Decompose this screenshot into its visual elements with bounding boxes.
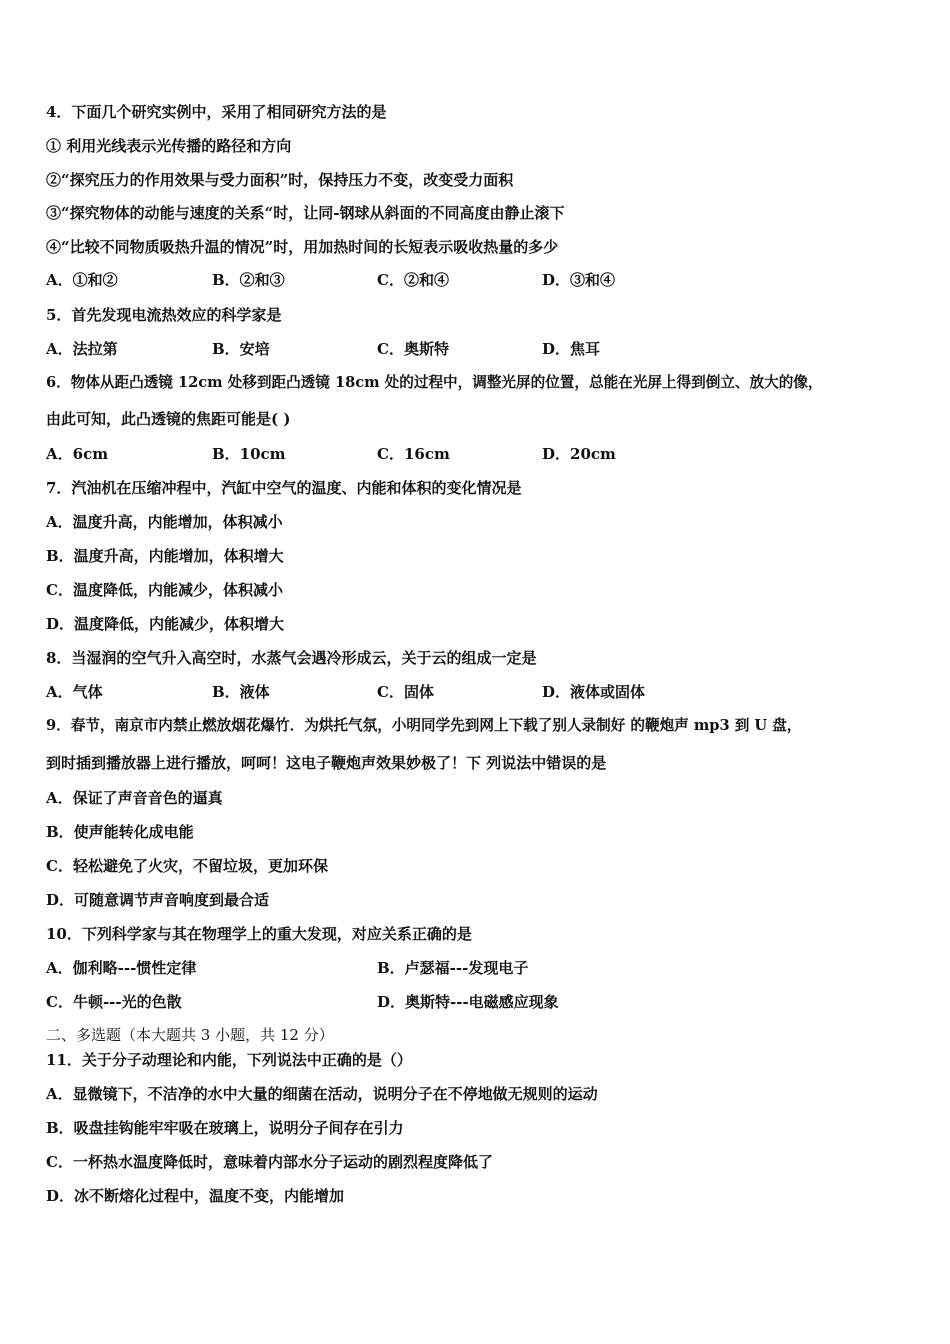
q9-option-c: C．轻松避免了火灾，不留垃圾，更加环保 (46, 857, 328, 875)
q4-item-1: ① 利用光线表示光传播的路径和方向 (46, 137, 292, 155)
q5-option-c: C．奥斯特 (377, 340, 449, 358)
section-heading-multiple-choice: 二、多选题（本大题共 3 小题，共 12 分） (46, 1026, 334, 1044)
q9-option-d: D．可随意调节声音响度到最合适 (46, 891, 270, 909)
q11-option-a: A．显微镜下，不洁净的水中大量的细菌在活动，说明分子在不停地做无规则的运动 (46, 1085, 598, 1103)
q11-option-b: B．吸盘挂钩能牢牢吸在玻璃上，说明分子间存在引力 (46, 1119, 404, 1137)
q9-option-b: B．使声能转化成电能 (46, 823, 194, 841)
q6-stem-line-1: 6．物体从距凸透镜 12cm 处移到距凸透镜 18cm 处的过程中，调整光屏的位置，总能在光屏上得到倒立、放大的像， (46, 374, 823, 391)
q5-stem: 5．首先发现电流热效应的科学家是 (46, 306, 282, 324)
q4-item-2: ②“探究压力的作用效果与受力面积”时，保持压力不变，改变受力面积 (46, 171, 514, 189)
q11-option-d: D．冰不断熔化过程中，温度不变，内能增加 (46, 1187, 345, 1205)
q6-option-c: C．16cm (377, 445, 450, 463)
q7-option-d: D．温度降低，内能减少，体积增大 (46, 615, 285, 633)
q9-stem-line-1: 9．春节，南京市内禁止燃放烟花爆竹．为烘托气氛，小明同学先到网上下载了别人录制好 的鞭炮声 mp3 到 U 盘， (46, 717, 802, 734)
q9-stem-line-2: 到时插到播放器上进行播放，呵呵！这电子鞭炮声效果妙极了！下 列说法中错误的是 (46, 754, 607, 772)
q6-option-d: D．20cm (542, 445, 616, 463)
q11-stem: 11．关于分子动理论和内能，下列说法中正确的是（） (46, 1051, 412, 1069)
q11-option-c: C．一杯热水温度降低时，意味着内部水分子运动的剧烈程度降低了 (46, 1153, 493, 1171)
q4-item-3: ③“探究物体的动能与速度的关系“时，让同-钢球从斜面的不同高度由静止滚下 (46, 204, 565, 222)
q8-option-b: B．液体 (212, 683, 270, 701)
q6-option-b: B．10cm (212, 445, 286, 463)
q8-option-c: C．固体 (377, 683, 434, 701)
q10-option-c: C．牛顿---光的色散 (46, 993, 182, 1011)
q8-option-d: D．液体或固体 (542, 683, 646, 701)
q7-option-c: C．温度降低，内能减少，体积减小 (46, 581, 283, 599)
q4-option-a: A．①和② (46, 271, 118, 289)
q4-item-4: ④“比较不同物质吸热升温的情况”时，用加热时间的长短表示吸收热量的多少 (46, 238, 559, 256)
q4-stem: 4．下面几个研究实例中，采用了相同研究方法的是 (46, 103, 387, 121)
q7-option-b: B．温度升高，内能增加，体积增大 (46, 547, 284, 565)
q4-option-b: B．②和③ (212, 271, 285, 289)
q10-option-a: A．伽利略---惯性定律 (46, 959, 197, 977)
q4-option-d: D．③和④ (542, 271, 616, 289)
q7-stem: 7．汽油机在压缩冲程中，汽缸中空气的温度、内能和体积的变化情况是 (46, 479, 522, 497)
q5-option-a: A．法拉第 (46, 340, 118, 358)
q8-option-a: A．气体 (46, 683, 103, 701)
q10-option-b: B．卢瑟福---发现电子 (377, 959, 529, 977)
q10-stem: 10．下列科学家与其在物理学上的重大发现，对应关系正确的是 (46, 925, 472, 943)
q5-option-d: D．焦耳 (542, 340, 601, 358)
q8-stem: 8．当湿润的空气升入高空时，水蒸气会遇冷形成云，关于云的组成一定是 (46, 649, 537, 667)
q7-option-a: A．温度升高，内能增加，体积减小 (46, 513, 283, 531)
q9-option-a: A．保证了声音音色的逼真 (46, 789, 223, 807)
q6-option-a: A．6cm (46, 445, 109, 463)
q5-option-b: B．安培 (212, 340, 270, 358)
q6-stem-line-2: 由此可知，此凸透镜的焦距可能是( ) (46, 410, 291, 428)
q10-option-d: D．奥斯特---电磁感应现象 (377, 993, 559, 1011)
q4-option-c: C．②和④ (377, 271, 449, 289)
